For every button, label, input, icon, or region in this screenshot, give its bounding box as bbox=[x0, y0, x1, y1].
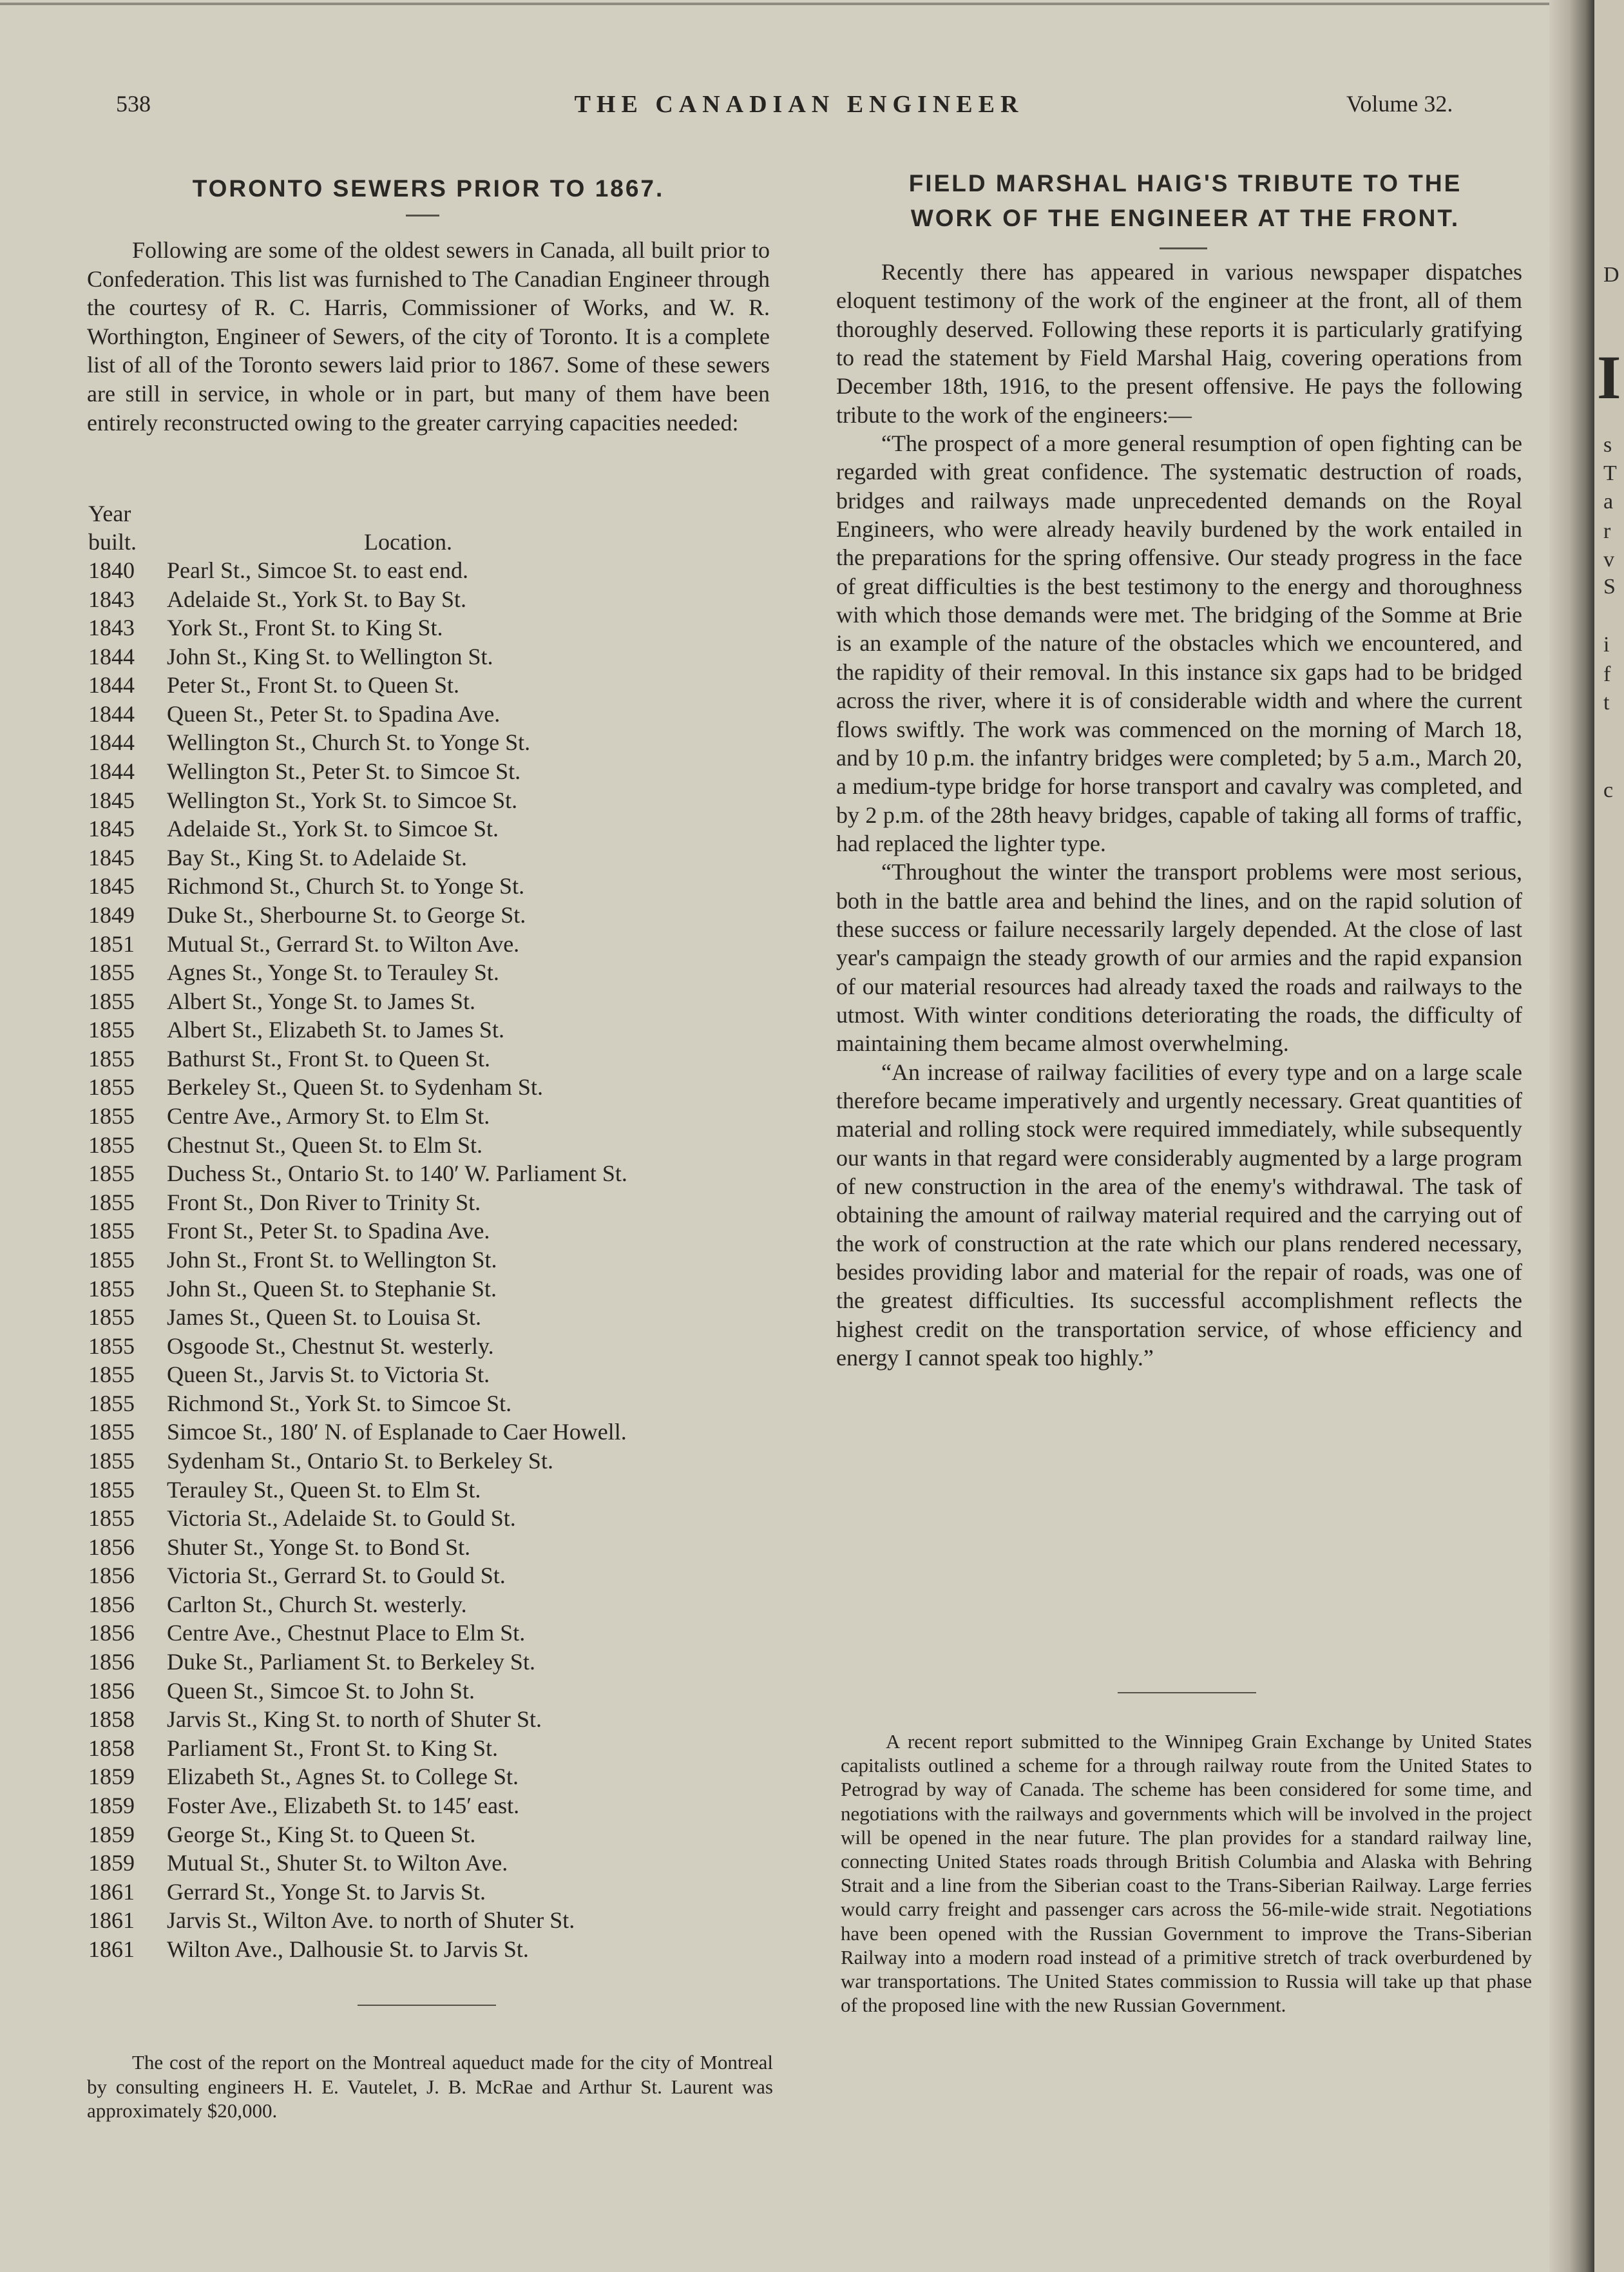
intro-paragraph: Following are some of the oldest sewers in Canada, all built prior to Confederation. This list was furnished to The Canadian Engineer through the courtesy of R. C. Harris, Commissioner of Works, and W. R. Worthington, Engineer of Sewers, of the city of Toronto. It is a complete list of all of the Toronto sewers laid prior to 1867. Some of these sewers are still in service, in whole or in part, but many of them have been entirely reconstructed owing to the greater carrying capacities needed: bbox=[87, 237, 770, 436]
year-cell: 1861 bbox=[88, 1907, 135, 1934]
year-cell: 1855 bbox=[88, 1476, 135, 1503]
location-cell: James St., Queen St. to Louisa St. bbox=[167, 1304, 481, 1331]
location-cell: Jarvis St., Wilton Ave. to north of Shuter St. bbox=[167, 1907, 575, 1934]
volume-label: Volume 32. bbox=[1346, 91, 1453, 117]
year-cell: 1855 bbox=[88, 1074, 135, 1101]
location-cell: Elizabeth St., Agnes St. to College St. bbox=[167, 1764, 519, 1790]
fragment-letter: r bbox=[1603, 519, 1611, 543]
location-cell: Albert St., Elizabeth St. to James St. bbox=[167, 1017, 504, 1043]
location-cell: Shuter St., Yonge St. to Bond St. bbox=[167, 1534, 471, 1560]
year-cell: 1855 bbox=[88, 1505, 135, 1532]
location-cell: Parliament St., Front St. to King St. bbox=[167, 1735, 499, 1761]
year-cell: 1855 bbox=[88, 1218, 135, 1244]
year-cell: 1855 bbox=[88, 1189, 135, 1215]
location-cell: Duchess St., Ontario St. to 140′ W. Parliament St. bbox=[167, 1160, 627, 1187]
year-cell: 1861 bbox=[88, 1936, 135, 1962]
year-cell: 1856 bbox=[88, 1649, 135, 1675]
year-cell: 1851 bbox=[88, 930, 135, 957]
year-cell: 1844 bbox=[88, 729, 135, 756]
location-cell: Gerrard St., Yonge St. to Jarvis St. bbox=[167, 1878, 486, 1905]
top-edge-line bbox=[0, 3, 1572, 5]
year-cell: 1844 bbox=[88, 700, 135, 727]
location-cell: Mutual St., Gerrard St. to Wilton Ave. bbox=[167, 930, 520, 957]
location-cell: Terauley St., Queen St. to Elm St. bbox=[167, 1476, 481, 1503]
location-cell: Queen St., Jarvis St. to Victoria St. bbox=[167, 1362, 490, 1388]
year-cell: 1855 bbox=[88, 959, 135, 986]
location-cell: York St., Front St. to King St. bbox=[167, 615, 443, 641]
page-gutter-shadow bbox=[1549, 0, 1594, 2272]
fragment-letter: t bbox=[1603, 691, 1610, 715]
left-article-title: TORONTO SEWERS PRIOR TO 1867. bbox=[192, 175, 665, 202]
year-cell: 1855 bbox=[88, 1304, 135, 1331]
railway-scheme-note: A recent report submitted to the Winnipeg Grain Exchange by United States capitalists outlined a scheme for a through railway route from the United States to Petrograd by way of Canada. The scheme has been considered for some time, and negotiations with the railways and governments which will be involved in the project will be opened in the near future. The plan provides for a standard railway line, connecting United States roads through British Columbia and Alaska with Behring Strait and a line from the Siberian coast to the Trans-Siberian Railway. Large ferries would carry freight and passenger cars across the 56-mile-wide strait. Negotiations have been opened with the Russian Government to improve the Trans-Siberian Railway into a modern road instead of a primitive stretch of track overburdened by war transportations. The United States commission to Russia will take up that phase of the proposed line with the new Russian Government. bbox=[841, 1730, 1532, 2017]
location-cell: Centre Ave., Chestnut Place to Elm St. bbox=[167, 1620, 526, 1646]
location-cell: John St., King St. to Wellington St. bbox=[167, 643, 493, 669]
fragment-letter: S bbox=[1603, 575, 1616, 599]
location-cell: Front St., Peter St. to Spadina Ave. bbox=[167, 1218, 490, 1244]
section-divider-left bbox=[358, 2005, 496, 2006]
fragment-letter: c bbox=[1603, 778, 1614, 802]
location-cell: Wellington St., Peter St. to Simcoe St. bbox=[167, 758, 521, 785]
journal-title-text: THE CANADIAN ENGINEER bbox=[574, 91, 1024, 118]
year-cell: 1845 bbox=[88, 787, 135, 813]
year-cell: 1856 bbox=[88, 1534, 135, 1560]
year-cell: 1856 bbox=[88, 1563, 135, 1589]
year-cell: 1858 bbox=[88, 1735, 135, 1761]
location-cell: Adelaide St., York St. to Bay St. bbox=[167, 586, 467, 612]
location-cell: Wellington St., York St. to Simcoe St. bbox=[167, 787, 518, 813]
year-cell: 1843 bbox=[88, 586, 135, 612]
title-rule-right bbox=[1160, 247, 1207, 249]
location-cell: Pearl St., Simcoe St. to east end. bbox=[167, 557, 468, 583]
year-cell: 1844 bbox=[88, 672, 135, 698]
year-cell: 1861 bbox=[88, 1878, 135, 1905]
location-cell: Foster Ave., Elizabeth St. to 145′ east. bbox=[167, 1792, 520, 1818]
location-cell: John St., Front St. to Wellington St. bbox=[167, 1246, 497, 1273]
location-cell: Richmond St., York St. to Simcoe St. bbox=[167, 1390, 512, 1416]
year-cell: 1855 bbox=[88, 1160, 135, 1187]
right-title-line-2: WORK OF THE ENGINEER AT THE FRONT. bbox=[910, 205, 1460, 231]
fragment-letter: s bbox=[1603, 433, 1612, 457]
location-cell: Chestnut St., Queen St. to Elm St. bbox=[167, 1131, 483, 1158]
left-article-intro bbox=[87, 236, 770, 437]
fragment-letter: D bbox=[1603, 263, 1619, 287]
location-cell: Front St., Don River to Trinity St. bbox=[167, 1189, 481, 1215]
location-cell: Sydenham St., Ontario St. to Berkeley St. bbox=[167, 1447, 553, 1474]
next-page-fragment bbox=[1594, 0, 1624, 2272]
page-number: 538 bbox=[116, 91, 151, 117]
location-cell: Centre Ave., Armory St. to Elm St. bbox=[167, 1103, 490, 1130]
fragment-letter: i bbox=[1603, 633, 1610, 657]
year-cell: 1855 bbox=[88, 1103, 135, 1130]
location-cell: Bay St., King St. to Adelaide St. bbox=[167, 844, 468, 871]
fragment-letter: v bbox=[1603, 548, 1614, 572]
location-cell: Adelaide St., York St. to Simcoe St. bbox=[167, 816, 499, 842]
title-rule bbox=[406, 215, 439, 217]
right-article-body bbox=[836, 258, 1522, 1372]
location-cell: Victoria St., Gerrard St. to Gould St. bbox=[167, 1563, 506, 1589]
location-cell: Mutual St., Shuter St. to Wilton Ave. bbox=[167, 1850, 508, 1876]
year-cell: 1855 bbox=[88, 988, 135, 1014]
location-cell: Richmond St., Church St. to Yonge St. bbox=[167, 873, 525, 900]
location-cell: George St., King St. to Queen St. bbox=[167, 1821, 476, 1847]
haig-quote-paragraph-1: “The prospect of a more general resumption of open fighting can be regarded with great confidence. The systematic destruction of roads, bridges and railways made unprecedented demands on the Royal Engineers, who were already heavily burdened by the work entailed in the preparations for the spring offensive. Our steady progress in the face of great difficulties is the best testimony to the energy and thoroughness with which those demands were met. The bridging of the Somme at Brie is an example of the nature of the obstacles which we encountered, and the rapidity of their removal. In this instance six gaps had to be bridged across the river, where it is of considerable width and where the current flows swiftly. The work was commenced on the morning of March 18, and by 10 p.m. the infantry bridges were completed; by 5 a.m., March 20, a medium-type bridge for horse transport and cavalry was completed, and by 2 p.m. of the 28th heavy bridges, capable of taking all forms of traffic, had replaced the lighter type. bbox=[836, 430, 1522, 856]
fragment-letter: a bbox=[1603, 490, 1614, 514]
year-cell: 1844 bbox=[88, 643, 135, 669]
year-cell: 1844 bbox=[88, 758, 135, 785]
year-cell: 1840 bbox=[88, 557, 135, 583]
location-cell: Wilton Ave., Dalhousie St. to Jarvis St. bbox=[167, 1936, 529, 1962]
right-title-line-1: FIELD MARSHAL HAIG'S TRIBUTE TO THE bbox=[908, 170, 1462, 197]
sewer-table bbox=[88, 500, 784, 1969]
location-cell: Victoria St., Adelaide St. to Gould St. bbox=[167, 1505, 516, 1532]
left-note bbox=[87, 2050, 773, 2123]
year-cell: 1855 bbox=[88, 1447, 135, 1474]
location-cell: Carlton St., Church St. westerly. bbox=[167, 1591, 467, 1617]
year-column-header: Year bbox=[88, 501, 131, 526]
haig-intro-paragraph: Recently there has appeared in various newspaper dispatches eloquent testimony of the work of the engineer at the front, all of them thoroughly deserved. Following these reports it is particularly gratifying to read the statement by Field Marshal Haig, covering operations from December 18th, 1916, to the present offensive. He pays the following tribute to the work of the engineers:— bbox=[836, 259, 1522, 428]
year-cell: 1856 bbox=[88, 1677, 135, 1704]
location-cell: Queen St., Simcoe St. to John St. bbox=[167, 1677, 475, 1704]
location-cell: Queen St., Peter St. to Spadina Ave. bbox=[167, 700, 501, 727]
year-cell: 1843 bbox=[88, 615, 135, 641]
built-column-header: built. bbox=[88, 529, 137, 555]
location-cell: Berkeley St., Queen St. to Sydenham St. bbox=[167, 1074, 543, 1101]
year-cell: 1859 bbox=[88, 1792, 135, 1818]
year-cell: 1845 bbox=[88, 844, 135, 871]
year-cell: 1845 bbox=[88, 873, 135, 900]
year-cell: 1849 bbox=[88, 901, 135, 928]
year-cell: 1855 bbox=[88, 1419, 135, 1445]
year-cell: 1856 bbox=[88, 1620, 135, 1646]
right-note bbox=[841, 1729, 1532, 2017]
year-cell: 1855 bbox=[88, 1362, 135, 1388]
year-cell: 1855 bbox=[88, 1333, 135, 1359]
location-cell: Duke St., Sherbourne St. to George St. bbox=[167, 901, 526, 928]
location-cell: Agnes St., Yonge St. to Terauley St. bbox=[167, 959, 499, 986]
year-cell: 1859 bbox=[88, 1764, 135, 1790]
year-cell: 1858 bbox=[88, 1706, 135, 1733]
location-cell: Jarvis St., King St. to north of Shuter St. bbox=[167, 1706, 542, 1733]
year-cell: 1856 bbox=[88, 1591, 135, 1617]
year-cell: 1855 bbox=[88, 1390, 135, 1416]
location-cell: Albert St., Yonge St. to James St. bbox=[167, 988, 476, 1014]
year-cell: 1855 bbox=[88, 1275, 135, 1302]
haig-quote-paragraph-3: “An increase of railway facilities of every type and on a large scale therefore became imperatively and urgently necessary. Great quantities of material and rolling stock were required immediately, while subsequently our wants in that regard were considerably augmented by a large program of new construction in the area of the enemy's withdrawal. The task of obtaining the amount of railway material required and the carrying out of the work of construction at the rate which our plans rendered necessary, besides providing labor and material for the repair of roads, was one of the greatest difficulties. Its successful accomplishment reflects the highest credit on the transportation service, of whose efficiency and energy I cannot speak too highly.” bbox=[836, 1059, 1522, 1371]
fragment-letter: f bbox=[1603, 662, 1611, 686]
fragment-letter: I bbox=[1597, 343, 1621, 412]
location-column-header: Location. bbox=[364, 529, 452, 555]
year-cell: 1855 bbox=[88, 1131, 135, 1158]
location-cell: Peter St., Front St. to Queen St. bbox=[167, 672, 460, 698]
year-cell: 1855 bbox=[88, 1045, 135, 1072]
location-cell: Osgoode St., Chestnut St. westerly. bbox=[167, 1333, 494, 1359]
year-cell: 1845 bbox=[88, 816, 135, 842]
year-cell: 1855 bbox=[88, 1246, 135, 1273]
haig-quote-paragraph-2: “Throughout the winter the transport problems were most serious, both in the battle area and behind the lines, and on the rapid solution of these success or failure necessarily largely depended. At the close of last year's campaign the steady growth of our armies and the rapid expansion of our material resources had already taxed the roads and railways to the utmost. With winter conditions deteriorating the roads, the difficulty of maintaining them became almost overwhelming. bbox=[836, 859, 1522, 1057]
year-cell: 1859 bbox=[88, 1850, 135, 1876]
location-cell: Bathurst St., Front St. to Queen St. bbox=[167, 1045, 491, 1072]
right-article-title bbox=[831, 166, 1540, 236]
year-cell: 1859 bbox=[88, 1821, 135, 1847]
fragment-letter: T bbox=[1603, 461, 1617, 485]
location-cell: John St., Queen St. to Stephanie St. bbox=[167, 1275, 497, 1302]
year-cell: 1855 bbox=[88, 1017, 135, 1043]
location-cell: Duke St., Parliament St. to Berkeley St. bbox=[167, 1649, 535, 1675]
montreal-aqueduct-note: The cost of the report on the Montreal aqueduct made for the city of Montreal by consulting engineers H. E. Vautelet, J. B. McRae and Arthur St. Laurent was approximately $20,000. bbox=[87, 2051, 773, 2122]
location-cell: Simcoe St., 180′ N. of Esplanade to Caer Howell. bbox=[167, 1419, 627, 1445]
location-cell: Wellington St., Church St. to Yonge St. bbox=[167, 729, 531, 756]
section-divider-right bbox=[1118, 1692, 1256, 1693]
